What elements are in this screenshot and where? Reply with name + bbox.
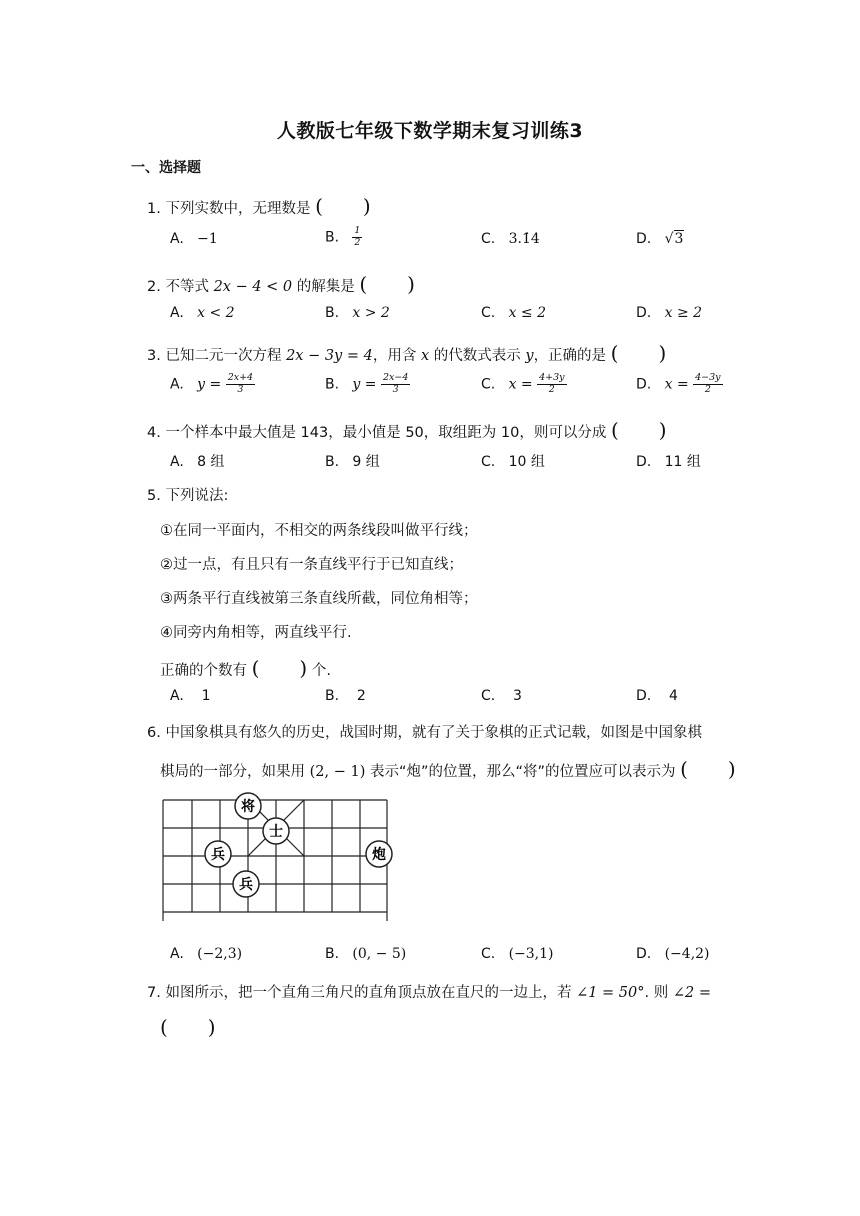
q5-option-a[interactable]: A. 1 xyxy=(170,688,211,704)
svg-text:士: 士 xyxy=(269,824,283,840)
q5-tail: 正确的个数有 ( ) 个. xyxy=(160,656,331,680)
q4-option-d[interactable]: D. 11 组 xyxy=(636,454,701,470)
q2-option-b[interactable]: B. x > 2 xyxy=(325,305,390,321)
svg-text:将: 将 xyxy=(241,799,255,815)
question-6-line-1: 6. 中国象棋具有悠久的历史，战国时期，就有了关于象棋的正式记载，如图是中国象棋 xyxy=(147,725,702,741)
svg-text:兵: 兵 xyxy=(211,847,225,863)
q6-option-c[interactable]: C. (−3,1) xyxy=(481,946,554,962)
q5-statement-3: ③两条平行直线被第三条直线所截，同位角相等； xyxy=(160,591,478,607)
q3-option-b[interactable]: B. y = $\frac{2x-4}{3}$ xyxy=(325,372,409,395)
q5-option-c[interactable]: C. 3 xyxy=(481,688,522,704)
q1-option-b[interactable]: B. $\frac{1}{2}$ xyxy=(325,225,361,248)
piece-jiang xyxy=(235,793,261,819)
q4-option-a[interactable]: A. 8 组 xyxy=(170,454,225,470)
question-1-stem: 1. 下列实数中，无理数是 ( ) xyxy=(147,194,371,218)
q6-option-d[interactable]: D. (−4,2) xyxy=(636,946,710,962)
section-heading: 一、选择题 xyxy=(131,160,201,176)
q2-option-d[interactable]: D. x ≥ 2 xyxy=(636,305,703,321)
piece-shi xyxy=(263,818,289,844)
q5-statement-2: ②过一点，有且只有一条直线平行于已知直线； xyxy=(160,557,463,573)
svg-text:炮: 炮 xyxy=(372,847,386,863)
chess-board-figure xyxy=(155,788,405,928)
q4-option-c[interactable]: C. 10 组 xyxy=(481,454,545,470)
q5-statement-1: ①在同一平面内，不相交的两条线段叫做平行线； xyxy=(160,523,478,539)
question-2-stem: 2. 不等式 2x − 4 < 0 的解集是 ( ) xyxy=(147,272,415,296)
question-7-answer-paren: ( ) xyxy=(160,1015,216,1039)
q1-option-c[interactable]: C. 3.1̇4̇ xyxy=(481,231,540,247)
q5-statement-4: ④同旁内角相等，两直线平行. xyxy=(160,625,352,641)
piece-bing-bottom xyxy=(233,871,259,897)
q6-option-b[interactable]: B. (0, − 5) xyxy=(325,946,407,962)
q3-option-d[interactable]: D. x = $\frac{4-3y}{2}$ xyxy=(636,372,721,395)
q1-option-a[interactable]: A. −1 xyxy=(170,231,218,247)
q1-option-d[interactable]: D. √3 xyxy=(636,231,684,247)
q2-option-a[interactable]: A. x < 2 xyxy=(170,305,235,321)
question-3-stem: 3. 已知二元一次方程 2x − 3y = 4，用含 x 的代数式表示 y，正确的是 ( ) xyxy=(147,341,667,365)
piece-bing-left xyxy=(205,841,231,867)
svg-text:兵: 兵 xyxy=(239,877,253,893)
piece-pao xyxy=(366,841,392,867)
q3-option-c[interactable]: C. x = $\frac{4+3y}{2}$ xyxy=(481,372,565,395)
question-7-stem: 7. 如图所示，把一个直角三角尺的直角顶点放在直尺的一边上，若 ∠1 = 50°. 则 ∠2 = xyxy=(147,985,711,1001)
q4-option-b[interactable]: B. 9 组 xyxy=(325,454,380,470)
q5-option-d[interactable]: D. 4 xyxy=(636,688,678,704)
q6-option-a[interactable]: A. (−2,3) xyxy=(170,946,243,962)
q5-option-b[interactable]: B. 2 xyxy=(325,688,366,704)
question-6-line-2: 棋局的一部分，如果用 (2, − 1) 表示“炮”的位置，那么“将”的位置应可以表示为 ( ) xyxy=(160,757,736,781)
page-title: 人教版七年级下数学期末复习训练3 xyxy=(276,120,584,142)
question-5-stem: 5. 下列说法: xyxy=(147,488,229,504)
q3-option-a[interactable]: A. y = $\frac{2x+4}{3}$ xyxy=(170,372,254,395)
q2-option-c[interactable]: C. x ≤ 2 xyxy=(481,305,547,321)
question-4-stem: 4. 一个样本中最大值是 143，最小值是 50，取组距为 10，则可以分成 ( ) xyxy=(147,418,667,442)
